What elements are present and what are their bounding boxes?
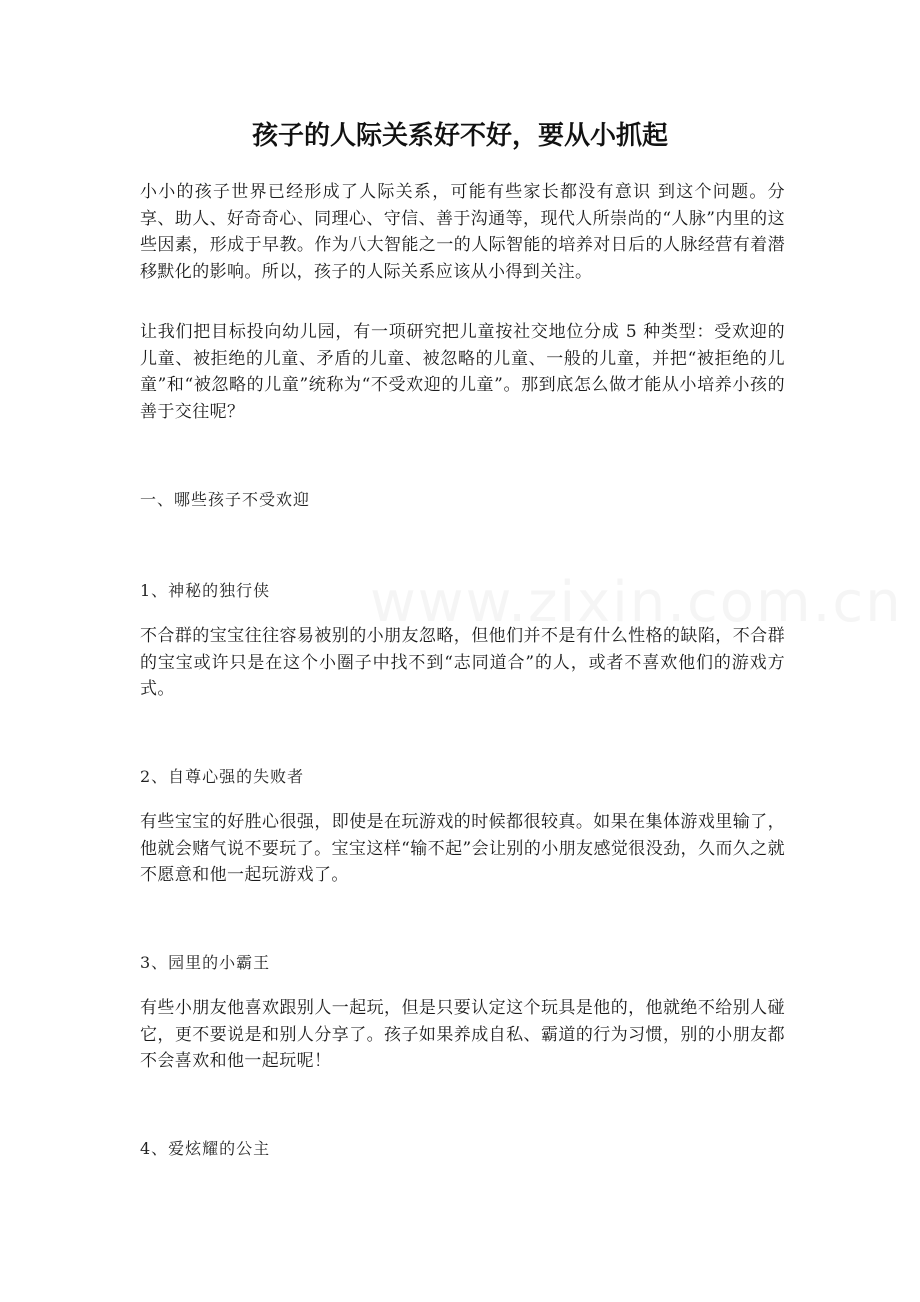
item-body-1: 不合群的宝宝往往容易被别的小朋友忽略，但他们并不是有什么性格的缺陷，不合群的宝宝或许只是在这个小圈子中找不到“志同道合”的人，或者不喜欢他们的游戏方式。: [140, 626, 785, 700]
item-body-3: 有些小朋友他喜欢跟别人一起玩，但是只要认定这个玩具是他的，他就绝不给别人碰它，更不要说是和别人分享了。孩子如果养成自私、霸道的行为习惯，别的小朋友都不会喜欢和他一起玩呢！: [140, 998, 785, 1072]
item-heading-4: 4、爱炫耀的公主: [140, 1139, 271, 1158]
watermark: www.zixin.com.cn: [370, 570, 903, 635]
intro-paragraph-1: 小小的孩子世界已经形成了人际关系，可能有些家长都没有意识 到这个问题。分享、助人、好奇奇心、同理心、守信、善于沟通等，现代人所崇尚的“人脉”内里的这些因素，形成于早教。作为八大智能之一的人际智能的培养对日后的人脉经营有着潜移默化的影响。所以，孩子的人际关系应该从小得到关注。: [140, 182, 785, 282]
intro-paragraph-2: 让我们把目标投向幼儿园，有一项研究把儿童按社交地位分成 5 种类型：受欢迎的儿童、被拒绝的儿童、矛盾的儿童、被忽略的儿童、一般的儿童，并把“被拒绝的儿童”和“被忽略的儿童”统称为“不受欢迎的儿童”。那到底怎么做才能从小培养小孩的善于交往呢？: [140, 322, 785, 422]
item-heading-2: 2、自尊心强的失败者: [140, 767, 305, 786]
item-heading-3: 3、园里的小霸王: [140, 953, 271, 972]
item-heading-1: 1、神秘的独行侠: [140, 581, 271, 600]
document-title: 孩子的人际关系好不好，要从小抓起: [251, 121, 668, 151]
item-body-2: 有些宝宝的好胜心很强，即使是在玩游戏的时候都很较真。如果在集体游戏里输了，他就会赌气说不要玩了。宝宝这样“输不起”会让别的小朋友感觉很没劲，久而久之就不愿意和他一起玩游戏了。: [140, 812, 785, 886]
section-heading: 一、哪些孩子不受欢迎: [140, 490, 311, 509]
